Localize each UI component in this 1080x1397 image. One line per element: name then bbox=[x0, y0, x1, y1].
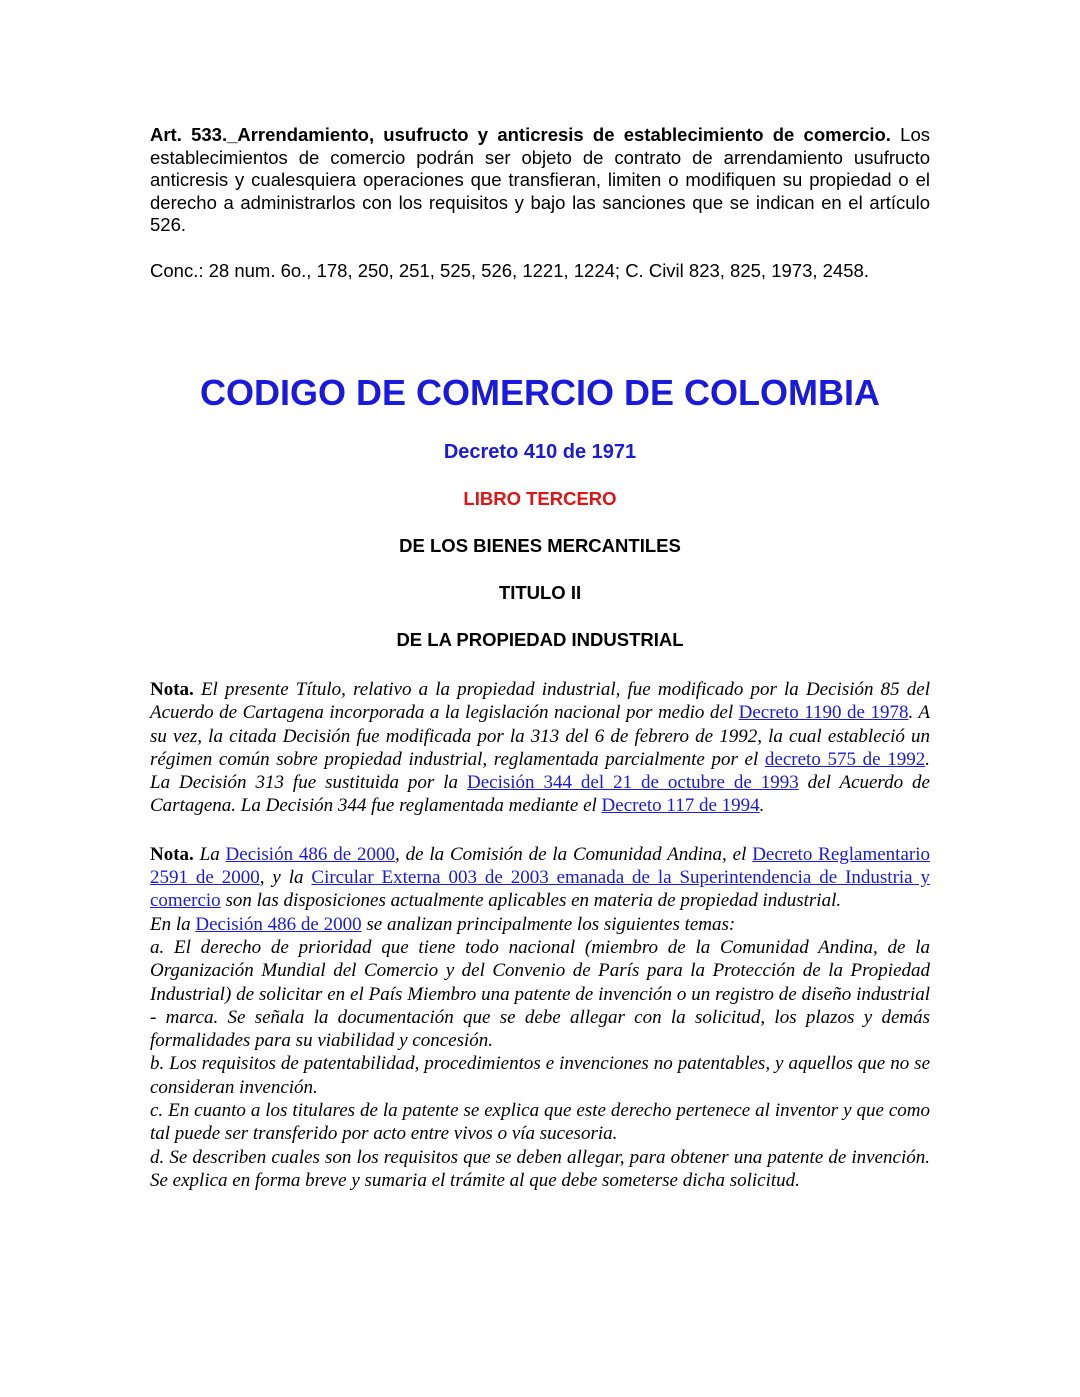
link-decreto-575-1992[interactable]: decreto 575 de 1992 bbox=[764, 748, 926, 770]
nota-text: del Acuerdo de Cartagena. La Decisión 344 fue reglamentada mediante el bbox=[150, 772, 930, 817]
book-title: DE LOS BIENES MERCANTILES bbox=[399, 535, 681, 556]
article-533 bbox=[150, 124, 930, 237]
link-decreto-1190-1978[interactable]: Decreto 1190 de 1978 bbox=[738, 702, 909, 724]
decree-subtitle: Decreto 410 de 1971 bbox=[443, 441, 637, 463]
item-b-text: b. Los requisitos de patentabilidad, procedimientos e invenciones no patentables, y aquellos que no se consideran invención. bbox=[150, 1053, 930, 1098]
nota-label: Nota. bbox=[150, 679, 194, 700]
nota-2 bbox=[150, 843, 930, 1192]
intro-text: En la bbox=[150, 913, 196, 935]
link-decreto-reglamentario-2591-2000[interactable]: Decreto Reglamentario 2591 de 2000 bbox=[150, 843, 930, 889]
item-b bbox=[150, 1052, 930, 1099]
nota-label: Nota. bbox=[150, 843, 194, 865]
article-body: Los establecimientos de comercio podrán ser objeto de contrato de arrendamiento usufructo anticresis y cualesquiera operaciones que transfieran, limiten o modifiquen su propiedad o el derecho a administrarlos con los requisitos y bajo las sanciones que se indican en el artículo 526. bbox=[150, 124, 930, 235]
nota-text: , de la Comisión de la Comunidad Andina, el bbox=[395, 843, 753, 865]
item-d-text: d. Se describen cuales son los requisitos que se deben allegar, para obtener una patente de invención. Se explica en forma breve y sumaria el trámite al que debe someterse dicha solicitud. bbox=[150, 1146, 930, 1191]
link-decision-344-1993[interactable]: Decisión 344 del 21 de octubre de 1993 bbox=[467, 772, 799, 794]
nota-text: El presente Título, relativo a la propiedad industrial, fue modificado por la Decisión 85 del Acuerdo de Cartagena incorporada a la legislación nacional por medio del bbox=[150, 679, 930, 724]
nota-text: . bbox=[759, 795, 765, 817]
nota-text: son las disposiciones actualmente aplicables en materia de propiedad industrial. bbox=[220, 890, 842, 912]
item-c-text: c. En cuanto a los titulares de la patente se explica que este derecho pertenece al inventor y que como tal puede ser transferido por acto entre vivos o vía sucesoria. bbox=[150, 1100, 930, 1145]
nota-text: , y la bbox=[259, 867, 312, 889]
link-circular-externa-003-2003[interactable]: Circular Externa 003 de 2003 emanada de la Superintendencia de Industria y comercio bbox=[150, 867, 931, 912]
title-number: TITULO II bbox=[498, 582, 582, 603]
link-decreto-117-1994[interactable]: Decreto 117 de 1994 bbox=[601, 795, 760, 817]
item-c bbox=[150, 1099, 930, 1146]
nota-1 bbox=[150, 678, 930, 818]
nota-text: La bbox=[193, 843, 226, 865]
nota-text: . A su vez, la citada Decisión fue modificada por la 313 del 6 de febrero de 1992, la cual estableció un régimen común sobre propiedad industrial, reglamentada parcialmente por el bbox=[150, 702, 931, 770]
document-page bbox=[150, 124, 930, 1192]
item-d bbox=[150, 1146, 930, 1193]
link-decision-486-2000-intro[interactable]: Decisión 486 de 2000 bbox=[195, 913, 362, 935]
nota-text: . La Decisión 313 fue sustituida por la bbox=[150, 748, 930, 794]
book-heading: LIBRO TERCERO bbox=[463, 488, 617, 509]
item-a bbox=[150, 936, 930, 1052]
item-a-text: a. El derecho de prioridad que tiene todo nacional (miembro de la Comunidad Andina, de la Organización Mundial del Comercio y del Convenio de París para la Protección de la Propiedad Industrial) de solicitar en el País Miembro una patente de invención o un registro de diseño industrial - marca. Se señala la documentación que se debe allegar con la solicitud, los plazos y demás formalidades para su viabilidad y concesión. bbox=[150, 936, 930, 1052]
main-title: CODIGO DE COMERCIO DE COLOMBIA bbox=[199, 372, 880, 413]
article-heading: Art. 533._Arrendamiento, usufructo y anticresis de establecimiento de comercio. bbox=[150, 124, 891, 145]
title-name: DE LA PROPIEDAD INDUSTRIAL bbox=[396, 629, 684, 650]
intro-text: se analizan principalmente los siguientes temas: bbox=[361, 913, 736, 935]
intro-paragraph bbox=[150, 913, 930, 936]
concordancias: Conc.: 28 num. 6o., 178, 250, 251, 525, 526, 1221, 1224; C. Civil 823, 825, 1973, 2458. bbox=[150, 259, 869, 281]
link-decision-486-2000[interactable]: Decisión 486 de 2000 bbox=[225, 843, 396, 865]
